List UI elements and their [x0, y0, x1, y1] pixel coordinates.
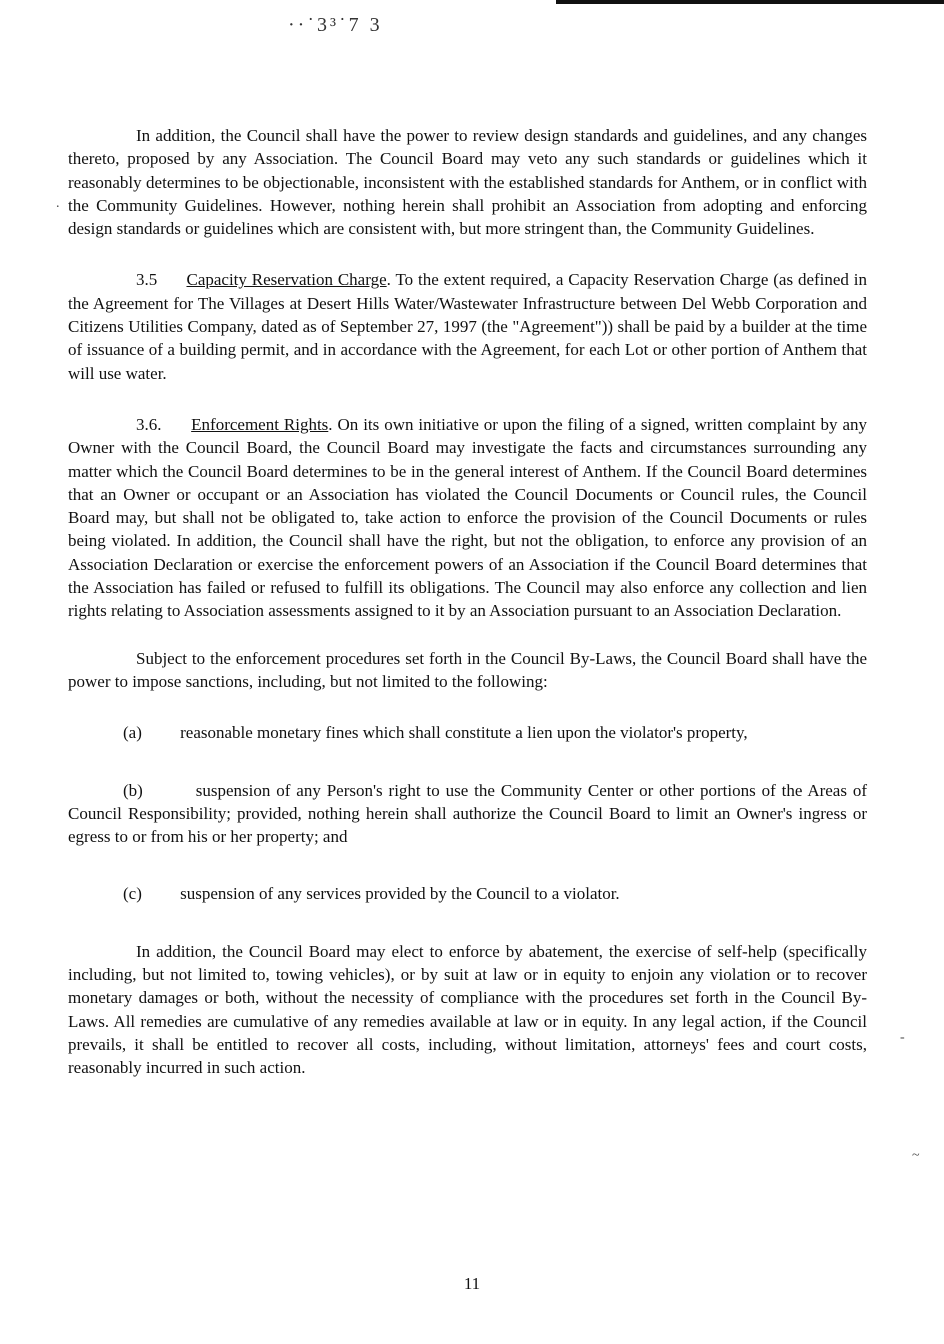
- sanction-item-c: [68, 882, 867, 905]
- scan-speck: ~: [912, 1148, 920, 1163]
- sanction-item-a-text: reasonable monetary fines which shall constitute a lien upon the violator's property,: [180, 723, 748, 743]
- document-body: [68, 124, 867, 1080]
- document-stamp: ··˙3³˙7 3: [288, 14, 383, 36]
- section-3-5-number: 3.5: [136, 270, 158, 290]
- section-3-5-heading: Capacity Reservation Charge: [186, 270, 387, 290]
- sanction-item-c-text: suspension of any services provided by the Council to a violator.: [180, 884, 620, 904]
- section-3-5-body: . To the extent required, a Capacity Reservation Charge (as defined in the Agreement for The Villages at Desert Hills Water/Wastewater Infrastructure between Del Webb Corporation and Citizens Utilities Company, dated as of September 27, 1997 (the "Agreement")) shall be paid by a builder at the time of issuance of a building permit, and in accordance with the Agreement, for each Lot or other portion of Anthem that will use water.: [68, 270, 868, 383]
- paragraph-sanctions-intro: Subject to the enforcement procedures set forth in the Council By-Laws, the Council Board shall have the power to impose sanctions, including, but not limited to the following:: [68, 648, 867, 691]
- section-3-6-heading: Enforcement Rights: [191, 414, 329, 434]
- sanction-item-b-text: suspension of any Person's right to use the Community Center or other portions of the Areas of Council Responsibility; provided, nothing herein shall authorize the Council Board to limit an Owner's ingress or egress to or from his or her property; and: [68, 780, 868, 847]
- top-scan-edge: [556, 0, 944, 4]
- sanction-item-b: [68, 779, 867, 849]
- section-3-6: [68, 413, 867, 623]
- paragraph-design-standards: In addition, the Council shall have the power to review design standards and guidelines, and any changes thereto, proposed by any Association. The Council Board may veto any such standards or guidelines which it reasonably determines to be objectionable, inconsistent with the established standards for Anthem, or in conflict with the Community Guidelines. However, nothing herein shall prohibit an Association from adopting and enforcing design standards or guidelines which are consistent with, but more stringent than, the Community Guidelines.: [68, 126, 867, 239]
- sanction-item-a-label: (a): [123, 723, 142, 743]
- section-3-5: [68, 268, 867, 384]
- scan-speck: -: [900, 1030, 905, 1045]
- sanction-item-c-label: (c): [123, 884, 142, 904]
- sanction-item-a: [68, 721, 867, 744]
- page-number: 11: [463, 1274, 481, 1293]
- scan-speck: .: [56, 196, 60, 211]
- sanction-item-b-label: (b): [123, 780, 143, 800]
- paragraph-remedies: In addition, the Council Board may elect to enforce by abatement, the exercise of self-help (specifically including, but not limited to, towing vehicles), or by suit at law or in equity to enjoin any violation or to recover monetary damages or both, without the necessity of compliance with the procedures set forth in the Council By-Laws. All remedies are cumulative of any remedies available at law or in equity. In any legal action, if the Council prevails, it shall be entitled to recover all costs, including, without limitation, attorneys' fees and court costs, reasonably incurred in such action.: [68, 941, 867, 1078]
- section-3-6-number: 3.6.: [136, 414, 162, 434]
- section-3-6-body: . On its own initiative or upon the filing of a signed, written complaint by any Owner with the Council Board, the Council Board may investigate the facts and circumstances surrounding any matter which the Council Board determines to be in the general interest of Anthem. If the Council Board determines that an Owner or occupant or an Association has violated the Council Documents or Council rules, the Council Board may, but shall not be obligated to, take action to enforce the provision of the Council Documents or rules being violated. In addition, the Council shall have the right, but not the obligation, to enforce any provision of an Association Declaration or exercise the enforcement powers of an Association if the Council Board determines that the Association has failed or refused to fulfill its obligations. The Council may also enforce any collection and lien rights relating to Association assessments assigned to it by an Association pursuant to an Association Declaration.: [68, 414, 868, 621]
